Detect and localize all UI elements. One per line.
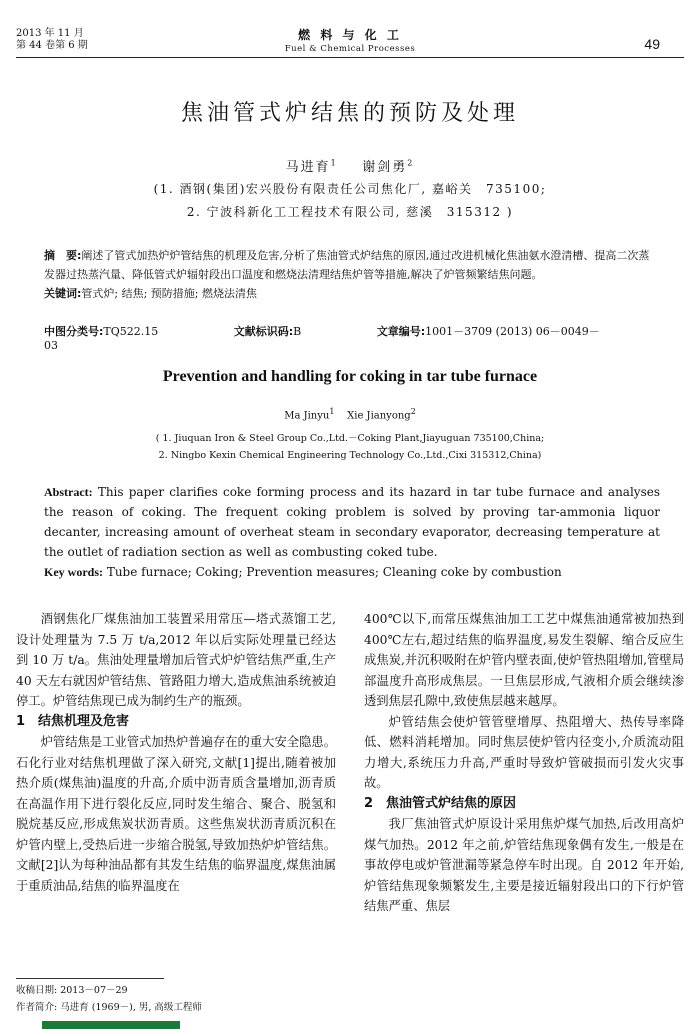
section-1-heading: 1 结焦机理及危害 bbox=[16, 713, 130, 729]
keywords-cn-label: 关键词: bbox=[44, 287, 82, 300]
keywords-cn-text: 管式炉; 结焦; 预防措施; 燃烧法清焦 bbox=[81, 287, 258, 300]
section-2-paragraph-1: 我厂焦油管式炉原设计采用焦炉煤气加热,后改用高炉煤气加热。2012 年之前,炉管结焦现象偶有发生,一般是在事故停电或炉管泄漏等紧急停车时出现。自 2012 年开始,炉管结焦现象频繁发生,主要是接近辐射段出口的下行炉管结焦严重、焦层 bbox=[364, 817, 684, 913]
classification-line bbox=[44, 323, 664, 352]
author-2-name: 谢剑勇 bbox=[362, 160, 408, 175]
author-en-2-sup: 2 bbox=[410, 407, 416, 416]
title-cn: 焦油管式炉结焦的预防及处理 bbox=[180, 101, 519, 126]
body-column-left bbox=[16, 609, 336, 896]
section-2-heading: 2 焦油管式炉结焦的原因 bbox=[364, 795, 517, 811]
doc-code-value: B bbox=[293, 325, 302, 338]
doc-code-label: 文献标识码: bbox=[233, 325, 294, 338]
journal-name-en: Fuel & Chemical Processes bbox=[284, 44, 416, 54]
author-en-1-sup: 1 bbox=[329, 407, 335, 416]
affiliation-en-2: 2. Ningbo Kexin Chemical Engineering Technology Co.,Ltd.,Cixi 315312,China) bbox=[158, 450, 542, 461]
author-bio: 作者简介: 马进育 (1969－), 男, 高级工程师 bbox=[16, 1002, 202, 1013]
article-no-label: 文章编号: bbox=[376, 325, 426, 338]
affiliation-cn-2: 2. 宁波科新化工工程技术有限公司, 慈溪 315312 ) bbox=[186, 205, 514, 219]
header-rule bbox=[16, 57, 684, 58]
article-no-value: 1001－3709 (2013) 06－0049－03 bbox=[44, 325, 600, 352]
received-date: 收稿日期: 2013－07－29 bbox=[16, 985, 128, 996]
section-1-paragraph-2: 炉管结焦会使炉管管壁增厚、热阻增大、热传导率降低、燃料消耗增加。同时焦层使炉管内径变小,介质流动阻力增大,系统压力升高,严重时导致炉管破损而引发火灾事故。 bbox=[364, 714, 684, 790]
author-en-1-name: Ma Jinyu bbox=[284, 410, 330, 422]
author-1-sup: 1 bbox=[330, 158, 338, 168]
intro-paragraph: 酒钢焦化厂煤焦油加工装置采用常压—塔式蒸馏工艺,设计处理量为 7.5 万 t/a,2012 年以后实际处理量已经达到 10 万 t/a。焦油处理量增加后管式炉炉管结焦严重,生产 40 天左右就因炉管结焦、管路阻力增大,造成焦油系统被迫停工。炉管结焦现已成为制约生产的瓶颈。 bbox=[16, 612, 336, 708]
abstract-en-text: This paper clarifies coke forming process and its hazard in tar tube furnace and analyses the reason of coking. The frequent coking problem is solved by proving tar-ammonia liquor decanter, increasing amount of overheat steam in secondary evaporator, decreasing temperature at the outlet of radiation section as well as combusting coked tube. bbox=[44, 485, 660, 559]
author-1-name: 马进育 bbox=[285, 160, 331, 175]
journal-name-cn: 燃 料 与 化 工 bbox=[298, 28, 402, 42]
abstract-cn-text: 阐述了管式加热炉炉管结焦的机理及危害,分析了焦油管式炉结焦的原因,通过改进机械化焦油氨水澄清槽、提高二次蒸发器过热蒸汽量、降低管式炉辐射段出口温度和燃烧法清理结焦炉管等措施,解决了炉管频繁结焦问题。 bbox=[44, 249, 650, 281]
section-1-paragraph-1a: 炉管结焦是工业管式加热炉普遍存在的重大安全隐患。石化行业对结焦机理做了深入研究,文献[1]提出,随着被加热介质(煤焦油)温度的升高,介质中沥青质含量增加,沥青质在高温作用下进行裂化反应,同时发生缩合、聚合、脱氢和脱烷基反应,形成焦炭状沥青质。这些焦炭状沥青质沉积在炉管内壁上,受热后进一步缩合脱氢,导致加热炉炉管结焦。文献[2]认为每种油品都有其发生结焦的临界温度,煤焦油属于重质油品,结焦的临界温度在 bbox=[16, 735, 336, 893]
volume-issue: 第 44 卷第 6 期 bbox=[16, 40, 88, 51]
affiliation-en-1: ( 1. Jiuquan Iron & Steel Group Co.,Ltd.－Coking Plant,Jiayuguan 735100,China; bbox=[155, 433, 545, 444]
abstract-en-label: Abstract: bbox=[44, 485, 93, 499]
section-1-paragraph-1b: 400℃以下,而常压煤焦油加工工艺中煤焦油通常被加热到 400℃左右,超过结焦的临界温度,易发生裂解、缩合反应生成焦炭,并沉积吸附在炉管内壁表面,使炉管热阻增加,管壁局部温度升高形成焦层。一旦焦层形成,气液相介质会继续渗透到焦层孔隙中,致使焦层越来越厚。 bbox=[364, 612, 684, 708]
author-2-sup: 2 bbox=[407, 158, 415, 168]
abstract-cn bbox=[44, 246, 660, 303]
body-column-right bbox=[364, 609, 684, 917]
abstract-cn-label: 摘 要: bbox=[44, 249, 82, 262]
authors-en bbox=[0, 407, 700, 421]
footnote-rule bbox=[16, 978, 164, 979]
title-en: Prevention and handling for coking in tar tube furnace bbox=[162, 368, 538, 385]
journal-name bbox=[0, 26, 700, 54]
affiliation-cn-1: (1. 酒钢(集团)宏兴股份有限责任公司焦化厂, 嘉峪关 735100; bbox=[153, 182, 547, 196]
keywords-en-text: Tube furnace; Coking; Prevention measures; Cleaning coke by combustion bbox=[106, 565, 562, 579]
keywords-en-label: Key words: bbox=[44, 565, 103, 579]
page-number: 49 bbox=[644, 36, 660, 52]
clc-label: 中图分类号: bbox=[44, 325, 104, 338]
authors-cn bbox=[0, 156, 700, 175]
clc-value: TQ522.15 bbox=[103, 325, 159, 338]
abstract-en bbox=[44, 482, 660, 582]
issue-date: 2013 年 11 月 bbox=[16, 28, 84, 39]
footer-color-bar bbox=[42, 1021, 180, 1029]
author-en-2-name: Xie Jianyong bbox=[347, 410, 411, 422]
